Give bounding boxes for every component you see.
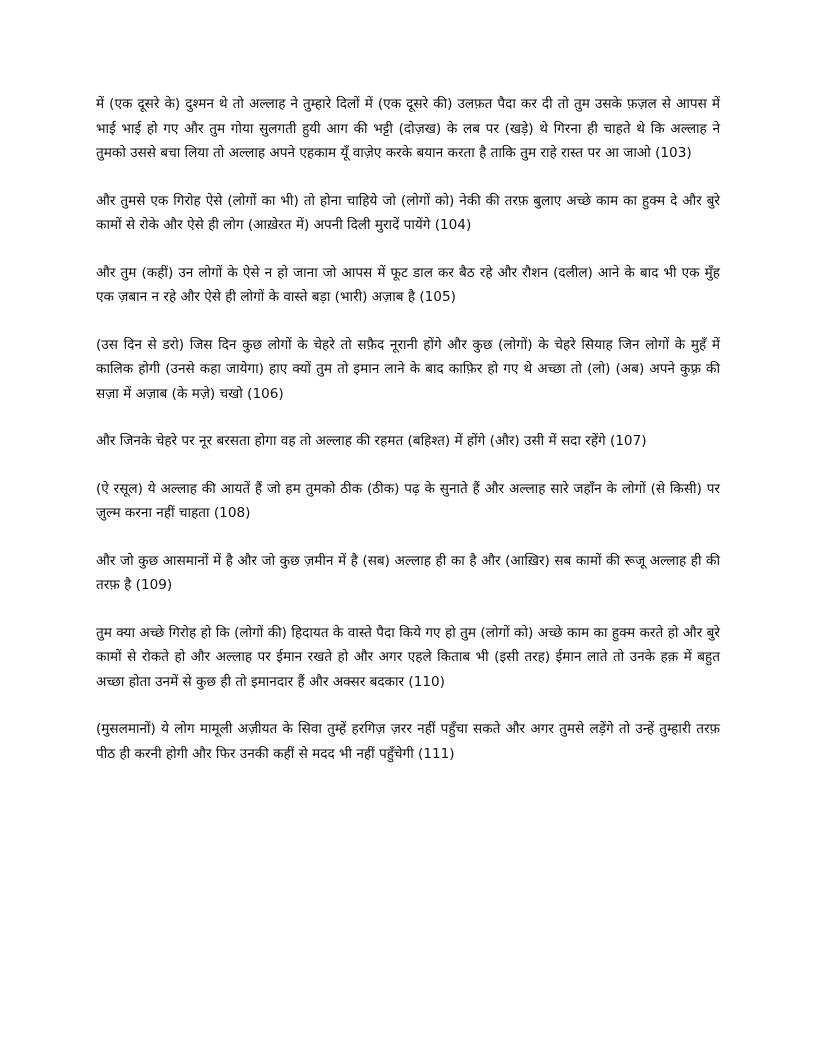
verse-paragraph-106: (उस दिन से डरो) जिस दिन कुछ लोगों के चेहरे तो सफ़ैद नूरानी होंगे और कुछ (लोगों) के चेहरे सियाह जिन लोगों के मुहँ में कालिक होगी (उनसे कहा जायेगा) हाए क्यों तुम तो इमान लाने के बाद काफ़िर हो गए थे अच्छा तो (लो) (अब) अपने कुफ़्र की सज़ा में अज़ाब (के मज़े) चखो (106) — [96, 336, 720, 402]
verse-paragraph-108: (ऐ रसूल) ये अल्लाह की आयतें हैं जो हम तुमको ठीक (ठीक) पढ़ के सुनाते हैं और अल्लाह सारे जहाँन के लोगों (से किसी) पर ज़ुल्म करना नहीं चाहता (108) — [96, 480, 720, 521]
verse-paragraph-103: में (एक दूसरे के) दुश्मन थे तो अल्लाह ने तुम्हारे दिलों में (एक दूसरे की) उलफ़त पैदा कर दी तो तुम उसके फ़ज़ल से आपस में भाई भाई हो गए और तुम गोया सुलगती हुयी आग की भट्टी (दोज़ख) के लब पर (खड़े) थे गिरना ही चाहते थे कि अल्लाह ने तुमको उससे बचा लिया तो अल्लाह अपने एहकाम यूँ वाज़ेए करके बयान करता है ताकि तुम राहे रास्त पर आ जाओ (103) — [96, 96, 720, 161]
verse-paragraph-110: तुम क्या अच्छे गिरोह हो कि (लोगों की) हिदायत के वास्ते पैदा किये गए हो तुम (लोगों को) अच्छे काम का हुक्म करते हो और बुरे कामों से रोकते हो और अल्लाह पर ईमान रखते हो और अगर एहले किताब भी (इसी तरह) ईमान लाते तो उनके हक़ में बहुत अच्छा होता उनमें से कुछ ही तो इमानदार हैं और अक्सर बदकार (110) — [96, 624, 720, 690]
verse-paragraph-111: (मुसलमानों) ये लोग मामूली अज़ीयत के सिवा तुम्हें हरगिज़ ज़रर नहीं पहुँचा सकते और अगर तुमसे लड़ेंगे तो उन्हें तुम्हारी तरफ़ पीठ ही करनी होगी और फिर उनकी कहीं से मदद भी नहीं पहुँचेगी (111) — [96, 721, 720, 762]
verse-paragraph-107: और जिनके चेहरे पर नूर बरसता होगा वह तो अल्लाह की रहमत (बहिश्त) में होंगे (और) उसी में सदा रहेंगे (107) — [96, 433, 647, 449]
document-page — [96, 92, 720, 789]
verse-paragraph-104: और तुमसे एक गिरोह ऐसे (लोगों का भी) तो होना चाहिये जो (लोगों को) नेकी की तरफ़ बुलाए अच्छे काम का हुक्म दे और बुरे कामों से रोके और ऐसे ही लोग (आख़ेरत में) अपनी दिली मुरादें पायेंगे (104) — [96, 192, 720, 233]
verse-paragraph-109: और जो कुछ आसमानों में है और जो कुछ ज़मीन में है (सब) अल्लाह ही का है और (आख़िर) सब कामों की रूजू अल्लाह ही की तरफ़ है (109) — [96, 552, 720, 593]
verse-paragraph-105: और तुम (कहीं) उन लोगों के ऐसे न हो जाना जो आपस में फूट डाल कर बैठ रहे और रौशन (दलील) आने के बाद भी एक मुँह एक ज़बान न रहे और ऐसे ही लोगों के वास्ते बड़ा (भारी) अज़ाब है (105) — [96, 264, 720, 305]
